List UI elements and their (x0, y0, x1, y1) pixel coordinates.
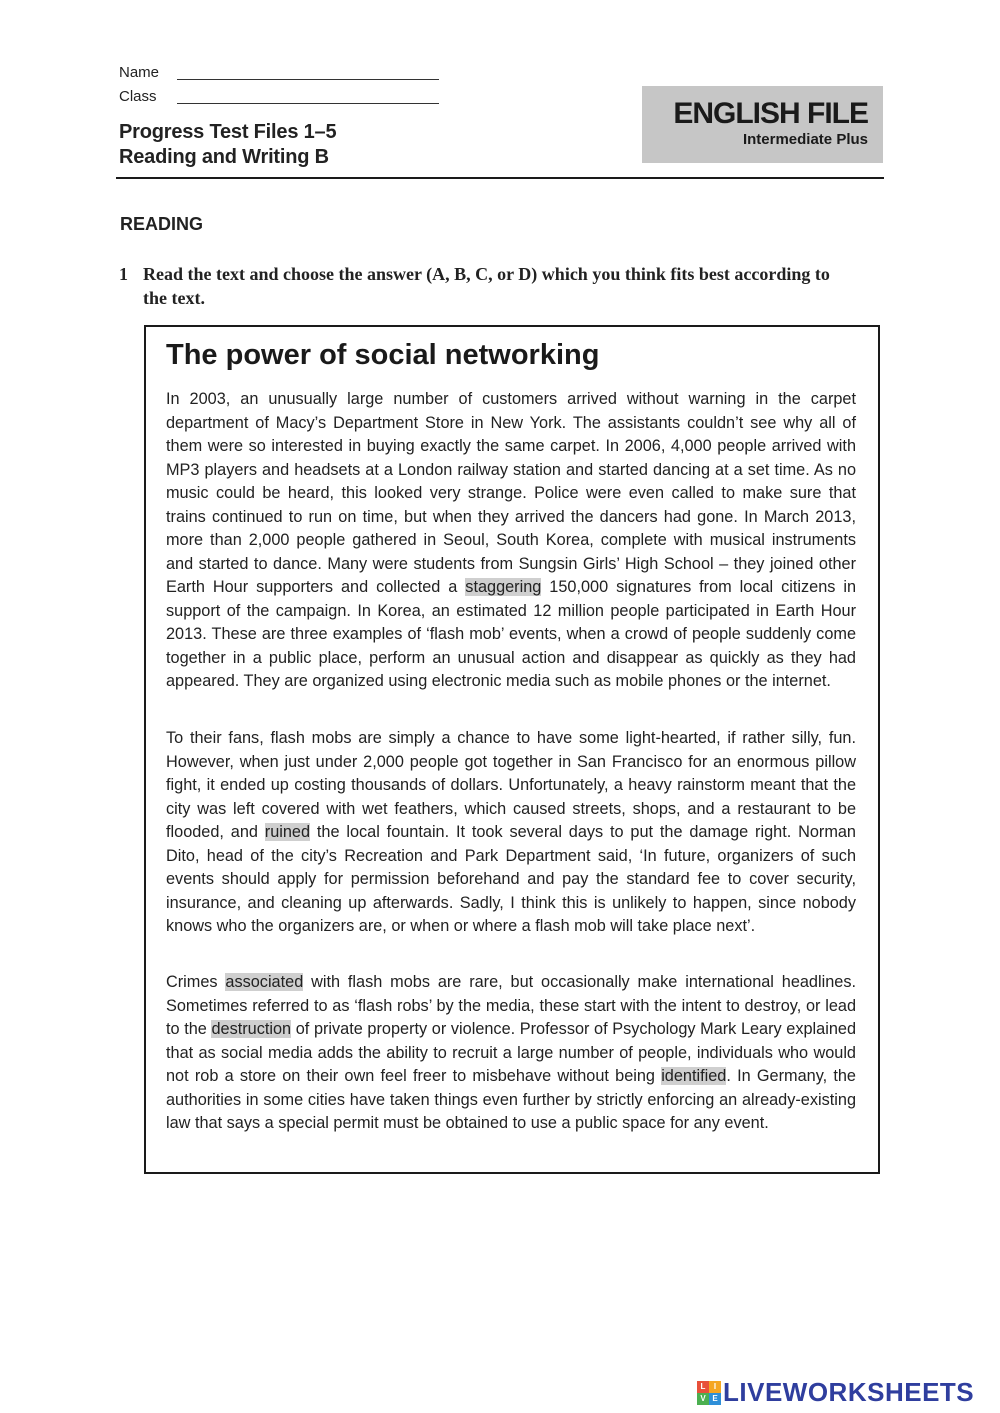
highlighted-word-ruined[interactable]: ruined (264, 823, 311, 841)
highlighted-word-identified[interactable]: identified (661, 1067, 727, 1085)
test-title-line1: Progress Test Files 1–5 (119, 121, 337, 143)
test-title (119, 120, 336, 170)
brand-subtitle: Intermediate Plus (742, 131, 868, 148)
name-input-line[interactable] (177, 79, 439, 80)
english-file-brand (642, 86, 883, 163)
section-heading: READING (120, 214, 204, 234)
brand-title: ENGLISH FILE (673, 97, 868, 130)
article-title: The power of social networking (166, 339, 600, 371)
article-paragraph-3 (166, 971, 856, 1136)
liveworksheets-wordmark: LIVEWORKSHEETS (723, 1377, 975, 1407)
paragraph-text: of private property or violence. Professor of Psychology Mark Leary explained that as social media adds the ability to recruit a large number of people, individuals who would not rob a store on their own feel freer to misbehave without being (166, 1020, 856, 1085)
question-text: Read the text and choose the answer (A, B, C, or D) which you think fits best according to the text. (143, 264, 830, 308)
class-input-line[interactable] (177, 103, 439, 104)
paragraph-text: To their fans, flash mobs are simply a chance to have some light-hearted, if rather silly, fun. However, when just under 2,000 people got together in San Francisco for an enormous pillow fight, it ended up costing thousands of dollars. Unfortunately, a heavy rainstorm meant that the city was left covered with wet feathers, which caused streets, shops, and a restaurant to be flooded, and (166, 729, 856, 841)
liveworksheets-logo (697, 1377, 974, 1408)
test-title-line2: Reading and Writing B (119, 146, 329, 168)
liveworksheets-icon: L I V E (697, 1381, 721, 1405)
question-number: 1 (119, 264, 128, 284)
paragraph-text: Crimes (166, 973, 226, 991)
article-paragraph-2 (166, 727, 856, 939)
paragraph-text: In 2003, an unusually large number of customers arrived without warning in the carpet department of Macy’s Department Store in New York. The assistants couldn’t see why all of them were so interested in buying exactly the same carpet. In 2006, 4,000 people arrived with MP3 players and headsets at a London railway station and started dancing at a set time. As no music could be heard, this looked very strange. Police were even called to make sure that trains continued to run on time, but when they arrived the dancers had gone. In March 2013, more than 2,000 people gathered in Seoul, South Korea, complete with musical instruments and started to dance. Many were students from Sungsin Girls’ High School – they joined other Earth Hour supporters and collected a (166, 390, 856, 596)
class-label: Class (119, 88, 157, 105)
paragraph-text: the local fountain. It took several days to put the damage right. Norman Dito, head of the city’s Recreation and Park Department said, ‘In future, organizers of such events should apply for permission beforehand and pay the standard fee to cover security, insurance, and cleaning up afterwards. Sadly, I think this is unlikely to happen, since nobody knows who the organizers are, or when or where a flash mob will take place next’. (166, 823, 856, 935)
highlighted-word-associated[interactable]: associated (225, 973, 304, 991)
paragraph-text: . In Germany, the authorities in some cities have taken things even further by strictly enforcing an already-existing law that says a special permit must be obtained to use a public space for any event. (166, 1067, 856, 1132)
paragraph-text: 150,000 signatures from local citizens in support of the campaign. In Korea, an estimated 12 million people participated in Earth Hour 2013. These are three examples of ‘flash mob’ events, when a crowd of people suddenly come together in a public place, perform an unusual action and disappear as quickly as they had appeared. They are organized using electronic media such as mobile phones or the internet. (166, 578, 857, 690)
name-label: Name (119, 64, 160, 81)
class-field-row (119, 88, 157, 105)
paragraph-text: with flash mobs are rare, but occasionally make international headlines. Sometimes referred to as ‘flash robs’ by the media, these start with the intent to destroy, or lead to the (166, 973, 856, 1038)
name-field-row (119, 64, 159, 81)
article-paragraph-1 (166, 388, 856, 694)
header-divider (116, 177, 884, 179)
highlighted-word-staggering[interactable]: staggering (465, 578, 542, 596)
highlighted-word-destruction[interactable]: destruction (211, 1020, 292, 1038)
